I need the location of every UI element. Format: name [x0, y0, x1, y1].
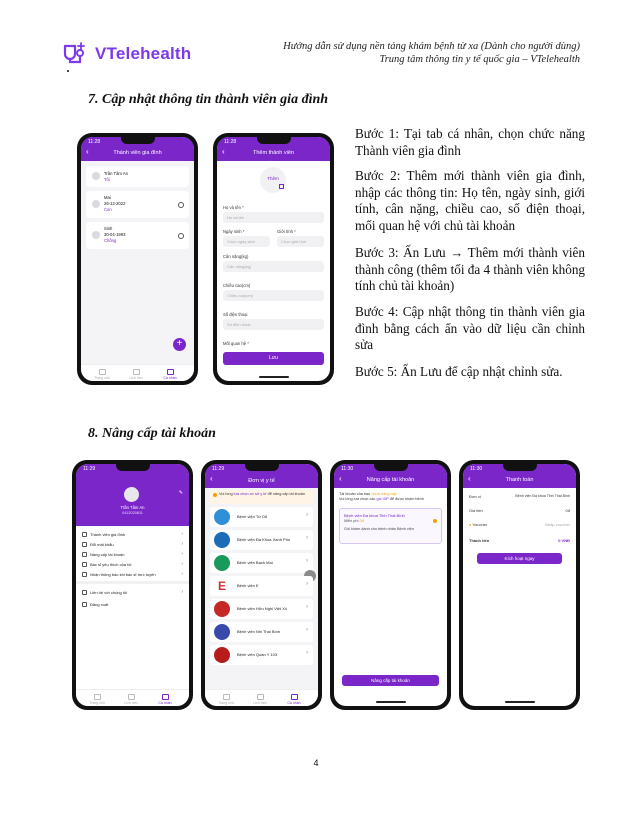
- screen-title: Thêm thành viên: [253, 150, 294, 156]
- phone-screen: [205, 464, 318, 706]
- page-number: 4: [313, 758, 319, 768]
- home-indicator: [505, 701, 535, 703]
- select-radio[interactable]: [178, 202, 184, 208]
- hospital-item[interactable]: [210, 530, 313, 550]
- chevron-right-icon: ›: [181, 530, 183, 537]
- voucher-icon: ●: [469, 522, 472, 527]
- bell-icon: [82, 572, 87, 577]
- name-label: Họ và tên *: [223, 205, 244, 210]
- hospital-item[interactable]: [210, 553, 313, 573]
- hospital-logo-icon: [214, 624, 230, 640]
- member-card[interactable]: [86, 191, 189, 218]
- back-icon[interactable]: ‹: [210, 474, 213, 483]
- menu-item-favorite-doctors[interactable]: [76, 559, 189, 569]
- section-7-title: 7. Cập nhật thông tin thành viên gia đình: [88, 92, 329, 107]
- menu-item-notifications[interactable]: [76, 569, 189, 579]
- tab-label: Trang chủ: [89, 701, 105, 705]
- warning-icon: [213, 493, 217, 497]
- notch: [374, 464, 408, 471]
- phone-screen: [76, 464, 189, 706]
- menu-label: Liên hệ với chúng tôi: [90, 589, 128, 595]
- tab-profile[interactable]: [285, 694, 303, 705]
- price-value: 0đ: [565, 508, 570, 513]
- header-line-1: Hướng dẫn sử dụng nền tảng khám bệnh từ xa (Dành cho người dùng): [283, 41, 580, 52]
- package-hospital: Bệnh viện Đa khoa Tỉnh Thái Bình: [344, 513, 405, 518]
- height-input[interactable]: Chiều cao(cm): [223, 290, 324, 301]
- hospital-logo-icon: [214, 601, 230, 617]
- hospital-name: Bệnh viện E: [237, 583, 259, 588]
- lock-icon: [82, 542, 87, 547]
- member-relation: Chồng: [104, 238, 117, 243]
- avatar: [92, 172, 100, 180]
- tab-home[interactable]: [217, 694, 235, 705]
- weight-input[interactable]: Cân nặng(kg): [223, 261, 324, 272]
- dob-input[interactable]: Chọn ngày sinh: [223, 236, 270, 247]
- hospital-name: Bệnh viện Bạch Mai: [237, 560, 273, 565]
- weight-label: Cân nặng(kg): [223, 254, 249, 259]
- chevron-right-icon: ›: [306, 581, 308, 587]
- tab-home[interactable]: [93, 369, 111, 380]
- phone-family-members: [77, 133, 198, 385]
- chevron-right-icon: ›: [181, 588, 183, 595]
- home-icon: [223, 694, 230, 700]
- app-header: [463, 464, 576, 488]
- status-text: Tài khoản của bạn: [339, 492, 371, 496]
- member-card[interactable]: [86, 166, 189, 187]
- menu-item-password[interactable]: [76, 539, 189, 549]
- unit-label: Đơn vị: [469, 494, 481, 499]
- user-icon: [291, 694, 298, 700]
- menu-item-family[interactable]: [76, 529, 189, 539]
- step-5: Bước 5: Ấn Lưu để cập nhật chỉnh sửa.: [355, 364, 563, 379]
- upgrade-button[interactable]: Nâng cấp tài khoản: [342, 675, 439, 686]
- notice-link[interactable]: lựa chọn cơ sở y tế: [233, 492, 267, 496]
- package-card[interactable]: [339, 508, 442, 544]
- status-text: để được khám bệnh: [389, 497, 424, 501]
- hospital-name: Bệnh viện Hữu Nghị Việt Xô: [237, 606, 287, 611]
- logout-icon: [82, 602, 87, 607]
- header-line-2: Trung tâm thông tin y tế quốc gia – VTelehealth: [379, 54, 580, 65]
- activate-button[interactable]: Kích hoạt ngay: [477, 553, 562, 564]
- avatar-upload-label: Thêm: [267, 176, 279, 181]
- edit-icon[interactable]: ✎: [178, 490, 183, 496]
- menu-label: Đổi mật khẩu: [90, 541, 114, 547]
- notice-banner: [210, 490, 313, 504]
- price-value: 0đ: [359, 519, 364, 523]
- selected-radio[interactable]: [433, 519, 437, 523]
- price-label: Giá tiền: [469, 508, 483, 513]
- brand-name: VTelehealth: [95, 44, 192, 63]
- divider: [76, 581, 189, 584]
- hospital-item[interactable]: [210, 507, 313, 527]
- status-time: 11:28: [224, 139, 237, 145]
- notch: [121, 137, 155, 144]
- phone-add-member: [213, 133, 334, 385]
- user-name: Trần Tâm An: [120, 505, 145, 510]
- hospital-logo-icon: [214, 532, 230, 548]
- stethoscope-logo-icon: [62, 42, 88, 66]
- total-row: [469, 538, 570, 543]
- phone-screen: [334, 464, 447, 706]
- hospital-name: Bệnh viện Quân Y 103: [237, 652, 278, 657]
- phone-label: Số điện thoại: [223, 312, 248, 317]
- gender-label: Giới tính *: [277, 229, 296, 234]
- screen-title: Đơn vị y tế: [248, 478, 275, 484]
- chevron-right-icon: ›: [306, 604, 308, 610]
- phone-screen: [217, 137, 330, 381]
- unit-row: [469, 494, 570, 499]
- menu-item-upgrade[interactable]: [76, 549, 189, 559]
- app-header: [334, 464, 447, 488]
- brand-logo: [62, 42, 191, 66]
- back-icon[interactable]: ‹: [222, 147, 225, 156]
- voucher-input[interactable]: Nhập voucher: [545, 522, 570, 527]
- chevron-right-icon: ›: [306, 535, 308, 541]
- select-radio[interactable]: [178, 233, 184, 239]
- header-dot: [67, 70, 69, 72]
- menu-label: Bác sĩ yêu thích của tôi: [90, 561, 132, 567]
- hospital-logo-icon: [214, 555, 230, 571]
- status-time: 11:29: [83, 466, 96, 472]
- home-icon: [99, 369, 106, 375]
- chevron-right-icon: ›: [181, 540, 183, 547]
- gender-select[interactable]: Chọn giới tính: [277, 236, 324, 247]
- back-icon[interactable]: ‹: [86, 147, 89, 156]
- hospital-name: Bệnh viện Từ Dũ: [237, 514, 268, 519]
- price-row: [469, 508, 570, 513]
- member-name: Sinh: [104, 226, 113, 231]
- user-icon: [162, 694, 169, 700]
- app-header: [205, 464, 318, 488]
- back-icon[interactable]: ‹: [339, 474, 342, 483]
- dob-label: Ngày sinh *: [223, 229, 245, 234]
- chevron-right-icon: ›: [306, 558, 308, 564]
- app-header: [217, 137, 330, 161]
- package-desc: Gói khám dành cho bệnh nhân Bệnh viện: [344, 527, 414, 531]
- status-time: 11:28: [88, 139, 101, 145]
- hospital-item[interactable]: [210, 599, 313, 619]
- tab-label: Lịch hẹn: [129, 376, 143, 380]
- notch: [503, 464, 537, 471]
- heart-icon: [82, 562, 87, 567]
- tab-label: Cá nhân: [158, 701, 172, 705]
- step-2: Bước 2: Thêm mới thành viên gia đình, nhập các thông tin: Họ tên, ngày sinh, giới tính, cân nặng, chiều cao, số điện thoại, mối quan hệ với chủ tài khoản: [355, 168, 585, 233]
- status-text: Vui lòng lựa chọn các: [339, 497, 376, 501]
- status-time: 11:30: [341, 466, 354, 472]
- chevron-right-icon: ›: [306, 627, 308, 633]
- screen-title: Thành viên gia đình: [113, 150, 162, 156]
- menu-item-contact[interactable]: [76, 587, 189, 597]
- member-name: Mai: [104, 195, 111, 200]
- step-3: Bước 3: Ấn Lưu → Thêm mới thành viên thành công (thêm tối đa 4 thành viên không tính chủ tài khoản): [355, 245, 586, 294]
- name-input[interactable]: Họ và tên: [223, 212, 324, 223]
- tab-bar: [81, 364, 194, 381]
- notch: [116, 464, 150, 471]
- status-time: 11:30: [470, 466, 483, 472]
- hospital-item[interactable]: [210, 576, 313, 596]
- phone-profile: [72, 460, 193, 710]
- menu-label: Đăng xuất: [90, 601, 109, 607]
- relation-label: Mối quan hệ *: [223, 341, 249, 346]
- phone-input[interactable]: Số điện thoại: [223, 319, 324, 330]
- hospital-name: Bệnh viện Đa Khoa Xanh Pôn: [237, 537, 291, 542]
- step-4: Bước 4: Cập nhật thông tin thành viên gia đình bằng cách ấn vào dữ liệu cần chỉnh sửa: [355, 304, 585, 353]
- phone-upgrade: [330, 460, 451, 710]
- calendar-icon: [257, 694, 264, 700]
- hospital-name: Bệnh viện Nhi Thái Bình: [237, 629, 281, 634]
- chevron-right-icon: ›: [181, 560, 183, 567]
- tab-bar: [205, 689, 318, 706]
- account-status: [339, 492, 442, 502]
- total-value: 0 VNĐ: [558, 538, 570, 543]
- member-dob: 26-12-2022: [104, 201, 126, 206]
- tab-label: Cá nhân: [287, 701, 301, 705]
- phone-icon: [82, 590, 87, 595]
- calendar-icon: [133, 369, 140, 375]
- status-badge: chưa nâng cấp: [371, 492, 397, 496]
- camera-icon: [279, 184, 284, 189]
- home-icon: [94, 694, 101, 700]
- notice-text: Vui lòng: [219, 492, 233, 496]
- member-relation: Con: [104, 207, 112, 212]
- add-member-button[interactable]: +: [173, 338, 186, 351]
- menu-item-logout[interactable]: [76, 599, 189, 609]
- avatar[interactable]: [124, 487, 139, 502]
- notch: [245, 464, 279, 471]
- hospital-logo-icon: [214, 647, 230, 663]
- app-header: [81, 137, 194, 161]
- notice-text: để nâng cấp tài khoản: [267, 492, 305, 496]
- tab-home[interactable]: [88, 694, 106, 705]
- voucher-row: [469, 522, 570, 527]
- avatar: [92, 200, 100, 208]
- calendar-icon: [128, 694, 135, 700]
- total-label: Thành tiền: [469, 538, 490, 543]
- user-id: 0412020811: [122, 511, 143, 515]
- users-icon: [82, 532, 87, 537]
- status-time: 11:29: [212, 466, 225, 472]
- menu-label: Nâng cấp tài khoản: [90, 551, 125, 557]
- chevron-right-icon: ›: [181, 570, 183, 577]
- voucher-label: Voucher: [472, 522, 488, 527]
- package-price: [344, 519, 364, 523]
- chevron-right-icon: ›: [181, 550, 183, 557]
- hospital-item[interactable]: [210, 622, 313, 642]
- menu-label: Thành viên gia đình: [90, 531, 126, 537]
- price-label: Miễn phí: [344, 519, 359, 523]
- home-indicator: [259, 376, 289, 378]
- phone-hospital-list: [201, 460, 322, 710]
- save-button[interactable]: Lưu: [223, 352, 324, 365]
- tab-appointments[interactable]: [122, 694, 140, 705]
- member-dob: 30-04-1993: [104, 232, 126, 237]
- tab-label: Cá nhân: [163, 376, 177, 380]
- menu-label: Nhận thông báo khi bác sĩ trực tuyến: [90, 571, 156, 577]
- avatar-upload[interactable]: [260, 167, 286, 193]
- phone-screen: [463, 464, 576, 706]
- member-card[interactable]: [86, 222, 189, 249]
- phone-screen: [81, 137, 194, 381]
- tab-label: Trang chủ: [218, 701, 234, 705]
- screen-title: Thanh toán: [505, 477, 534, 483]
- tab-profile[interactable]: [156, 694, 174, 705]
- height-label: Chiều cao(cm): [223, 283, 251, 288]
- member-relation: Tôi: [104, 177, 110, 182]
- tab-label: Lịch hẹn: [253, 701, 267, 705]
- tab-appointments[interactable]: [127, 369, 145, 380]
- back-icon[interactable]: ‹: [468, 474, 471, 483]
- running-header: [283, 40, 580, 66]
- tab-profile[interactable]: [161, 369, 179, 380]
- unit-value: Bệnh viện Đa khoa Tỉnh Thái Bình: [515, 494, 570, 498]
- tab-bar: [76, 689, 189, 706]
- screen-title: Nâng cấp tài khoản: [366, 477, 415, 483]
- chevron-right-icon: ›: [306, 650, 308, 656]
- section-8-title: 8. Nâng cấp tài khoản: [88, 426, 216, 441]
- phone-payment: [459, 460, 580, 710]
- profile-header: [76, 464, 189, 526]
- tab-label: Trang chủ: [94, 376, 110, 380]
- chevron-right-icon: ›: [306, 512, 308, 518]
- tab-label: Lịch hẹn: [124, 701, 138, 705]
- notch: [257, 137, 291, 144]
- tab-appointments[interactable]: [251, 694, 269, 705]
- hospital-logo-icon: [214, 509, 230, 525]
- hospital-logo-icon: E: [214, 578, 230, 594]
- home-indicator: [376, 701, 406, 703]
- avatar: [92, 231, 100, 239]
- upgrade-icon: [82, 552, 87, 557]
- hospital-item[interactable]: [210, 645, 313, 665]
- user-icon: [167, 369, 174, 375]
- member-name: Trần Tâm An: [104, 171, 128, 176]
- step-1: Bước 1: Tại tab cá nhân, chọn chức năng Thành viên gia đình: [355, 126, 585, 158]
- vip-link[interactable]: gói VIP: [376, 497, 389, 501]
